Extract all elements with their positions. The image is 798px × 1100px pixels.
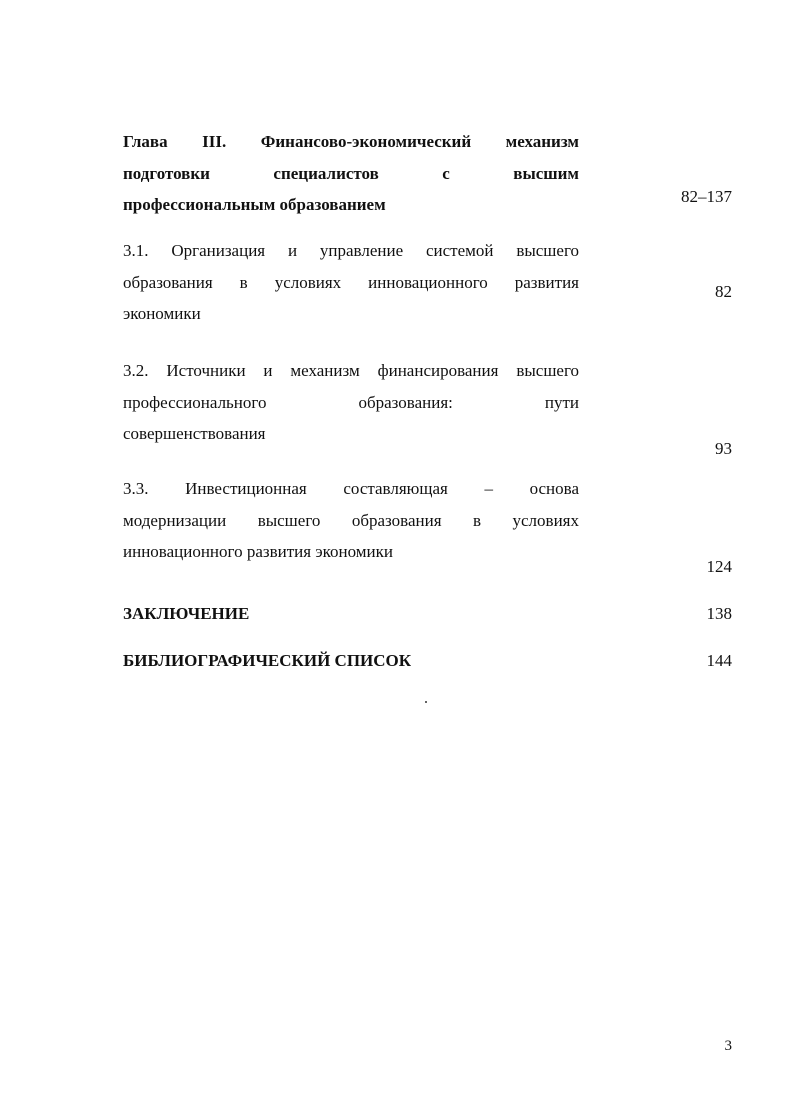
section-3-1-title-line: образования в условиях инновационного развития [123,272,579,292]
section-3-3-page: 124 [706,557,732,576]
section-3-2-title-line: совершенствования [123,424,266,443]
section-3-2-title [123,355,579,450]
section-3-1-page: 82 [715,282,732,301]
chapter-3-title-line: Глава III. Финансово-экономический механизм [123,132,579,151]
stray-dot [425,701,427,703]
chapter-3-title-line: профессиональным образованием [123,195,386,214]
section-3-1-title-line: 3.1. Организация и управление системой высшего [123,241,579,260]
conclusion-title: ЗАКЛЮЧЕНИЕ [123,604,250,623]
bibliography-title: БИБЛИОГРАФИЧЕСКИЙ СПИСОК [123,651,412,670]
chapter-3-title [123,126,579,221]
section-3-3-title-line: 3.3. Инвестиционная составляющая – основа [123,479,579,498]
section-3-3-title-line: модернизации высшего образования в условиях [123,510,579,530]
section-3-3-title-line: инновационного развития экономики [123,542,393,561]
section-3-1-title-line: экономики [123,304,201,323]
section-3-3-title [123,473,579,568]
bibliography-page: 144 [706,651,732,670]
chapter-3-page: 82–137 [681,187,732,206]
page-number: 3 [724,1038,732,1054]
chapter-3-title-line: подготовки специалистов с высшим [123,163,579,183]
section-3-2-page: 93 [715,439,732,458]
conclusion-page: 138 [706,604,732,623]
section-3-2-title-line: 3.2. Источники и механизм финансирования высшего [123,361,579,380]
section-3-1-title [123,235,579,330]
section-3-2-title-line: профессионального образования: пути [123,392,579,412]
